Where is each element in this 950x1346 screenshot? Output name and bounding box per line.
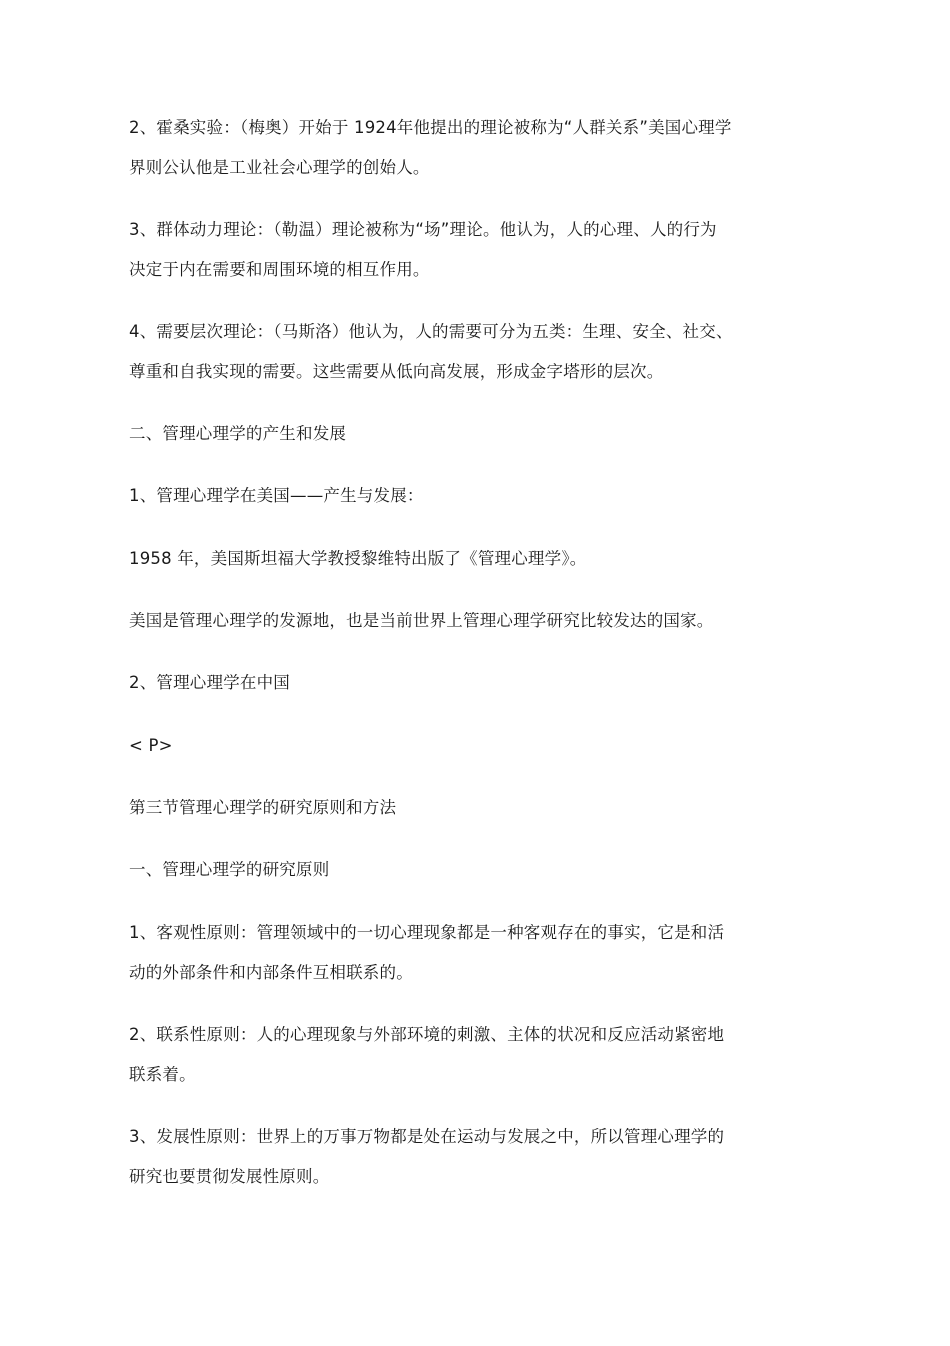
paragraph-development-line-2: 研究也要贯彻发展性原则。 (129, 1167, 330, 1186)
section-heading-principles: 一、管理心理学的研究原则 (129, 860, 330, 879)
paragraph-objectivity-line-1: 1、客观性原则：管理领域中的一切心理现象都是一种客观存在的事实，它是和活 (129, 923, 725, 942)
paragraph-group-dynamics-line-2: 决定于内在需要和周围环境的相互作用。 (129, 260, 430, 279)
paragraph-hawthorne-line-1: 2、霍桑实验：（梅奥）开始于 1924年他提出的理论被称为“人群关系”美国心理学 (129, 118, 732, 137)
subheading-china: 2、管理心理学在中国 (129, 673, 290, 692)
paragraph-development-line-1: 3、发展性原则：世界上的万事万物都是处在运动与发展之中，所以管理心理学的 (129, 1127, 725, 1146)
stray-tag-text: < P> (129, 736, 173, 755)
paragraph-connection-line-2: 联系着。 (129, 1065, 196, 1084)
paragraph-connection-line-1: 2、联系性原则：人的心理现象与外部环境的刺激、主体的状况和反应活动紧密地 (129, 1025, 725, 1044)
paragraph-usa-origin: 美国是管理心理学的发源地，也是当前世界上管理心理学研究比较发达的国家。 (129, 611, 714, 630)
paragraph-needs-hierarchy-line-1: 4、需要层次理论：（马斯洛）他认为，人的需要可分为五类：生理、安全、社交、 (129, 322, 733, 341)
paragraph-1958: 1958 年，美国斯坦福大学教授黎维特出版了《管理心理学》。 (129, 549, 587, 568)
section-heading-third: 第三节管理心理学的研究原则和方法 (129, 798, 397, 817)
subheading-usa: 1、管理心理学在美国——产生与发展： (129, 486, 424, 505)
paragraph-hawthorne-line-2: 界则公认他是工业社会心理学的创始人。 (129, 158, 430, 177)
paragraph-objectivity-line-2: 动的外部条件和内部条件互相联系的。 (129, 963, 413, 982)
paragraph-group-dynamics-line-1: 3、群体动力理论：（勒温）理论被称为“场”理论。他认为，人的心理、人的行为 (129, 220, 717, 239)
section-heading-origin: 二、管理心理学的产生和发展 (129, 424, 347, 443)
paragraph-needs-hierarchy-line-2: 尊重和自我实现的需要。这些需要从低向高发展，形成金字塔形的层次。 (129, 362, 664, 381)
